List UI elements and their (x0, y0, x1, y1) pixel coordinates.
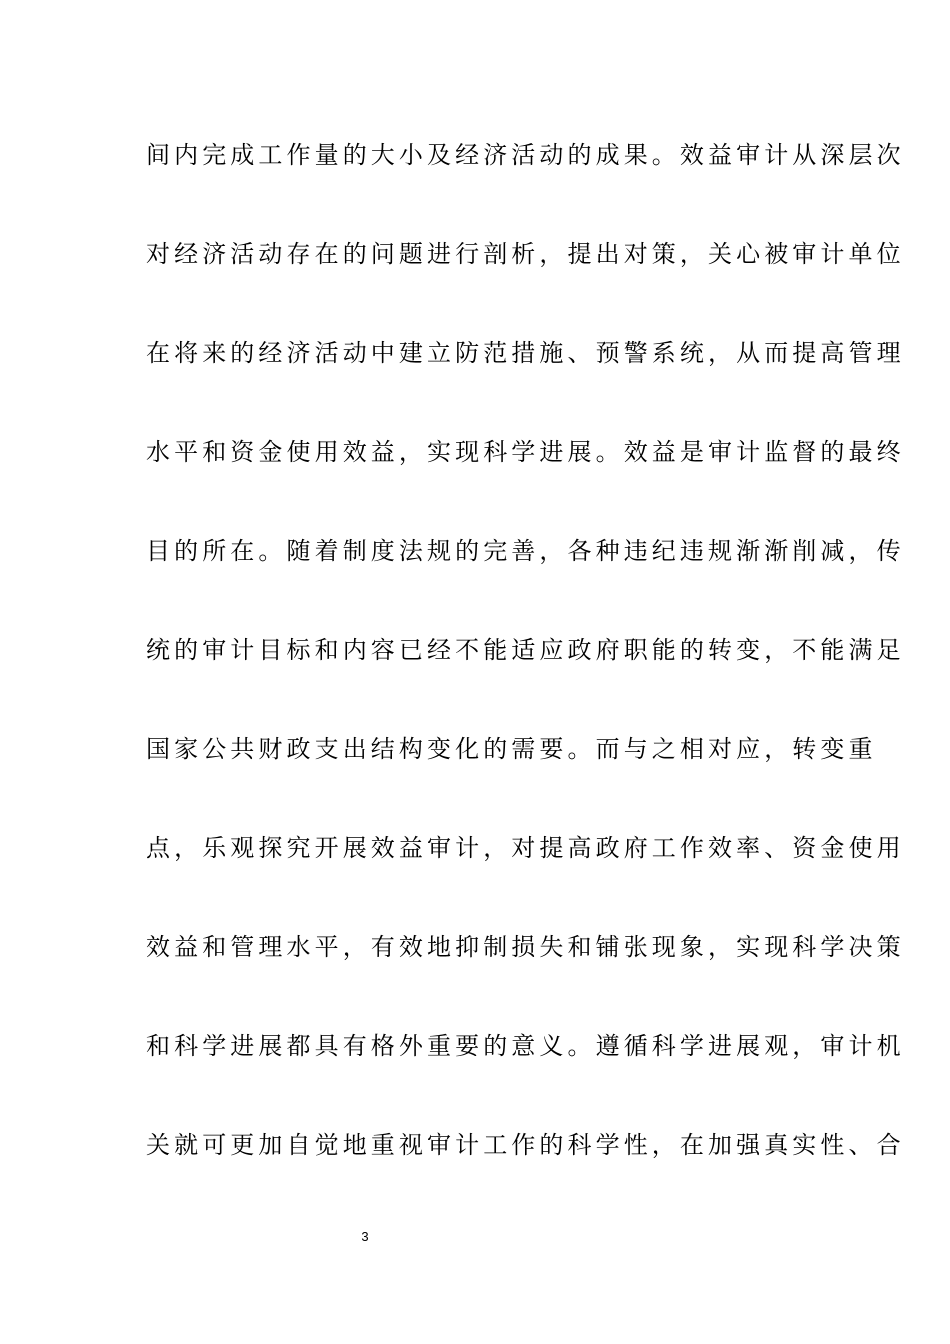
page-number: 3 (361, 1229, 369, 1244)
body-text-line: 在将来的经济活动中建立防范措施、预警系统，从而提高管理 (146, 339, 905, 367)
body-text-line: 国家公共财政支出结构变化的需要。而与之相对应，转变重 (146, 735, 877, 763)
body-text-line: 水平和资金使用效益，实现科学进展。效益是审计监督的最终 (146, 438, 905, 466)
body-text-line: 关就可更加自觉地重视审计工作的科学性，在加强真实性、合 (146, 1131, 905, 1159)
body-text-line: 对经济活动存在的问题进行剖析，提出对策，关心被审计单位 (146, 240, 905, 268)
body-text-line: 点，乐观探究开展效益审计，对提高政府工作效率、资金使用 (146, 834, 905, 862)
body-text-line: 统的审计目标和内容已经不能适应政府职能的转变，不能满足 (146, 636, 905, 664)
body-text-line: 和科学进展都具有格外重要的意义。遵循科学进展观，审计机 (146, 1032, 905, 1060)
body-text-line: 目的所在。随着制度法规的完善，各种违纪违规渐渐削减，传 (146, 537, 905, 565)
body-text-line: 间内完成工作量的大小及经济活动的成果。效益审计从深层次 (146, 141, 905, 169)
body-text-line: 效益和管理水平，有效地抑制损失和铺张现象，实现科学决策 (146, 933, 905, 961)
